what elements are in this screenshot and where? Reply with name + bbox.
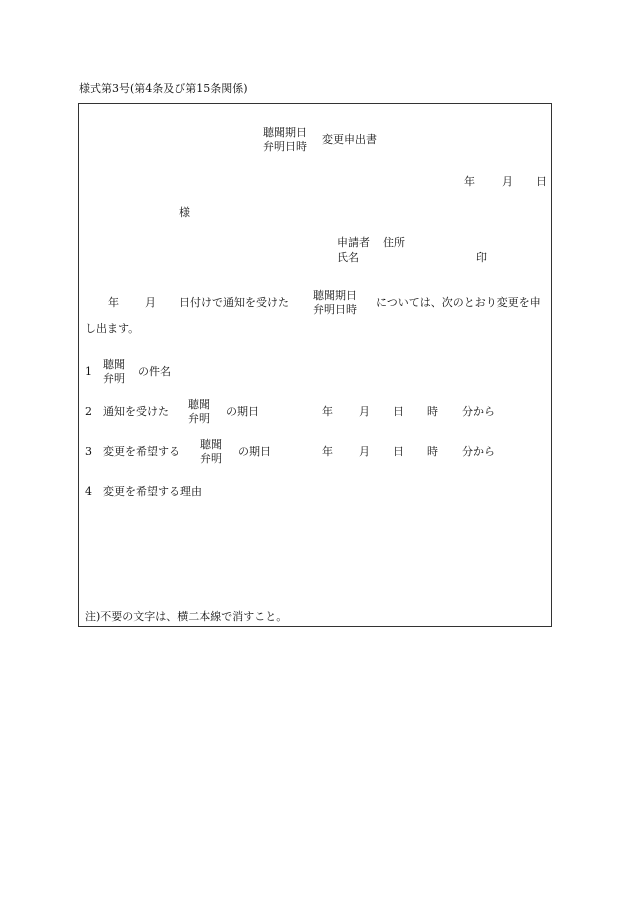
body-option-hearing: 聴聞期日 xyxy=(313,289,357,302)
item-1-option-explanation: 弁明 xyxy=(103,372,125,385)
note: 注)不要の文字は、横二本線で消すこと。 xyxy=(85,610,288,623)
applicant-label: 申請者 xyxy=(337,236,370,249)
date-month: 月 xyxy=(502,175,513,188)
item-1-options xyxy=(103,358,125,386)
item-1-number: 1 xyxy=(85,365,92,378)
item-1-suffix: の件名 xyxy=(138,365,171,378)
item-3-year: 年 xyxy=(322,445,333,458)
item-2-month: 月 xyxy=(359,405,370,418)
title-options xyxy=(263,126,307,154)
item-2-option-explanation: 弁明 xyxy=(188,412,210,425)
addressee-suffix: 様 xyxy=(179,206,190,219)
body-part2: については、次のとおり変更を申 xyxy=(376,296,541,309)
item-2-day: 日 xyxy=(393,405,404,418)
seal-mark: 印 xyxy=(476,251,487,264)
item-3-option-explanation: 弁明 xyxy=(200,452,222,465)
date-year: 年 xyxy=(464,175,475,188)
item-3-minute: 分から xyxy=(462,445,495,458)
item-2-prefix: 通知を受けた xyxy=(103,405,169,418)
item-2-hour: 時 xyxy=(427,405,438,418)
body-year: 年 xyxy=(108,296,119,309)
form-frame xyxy=(78,103,552,627)
item-1-option-hearing: 聴聞 xyxy=(103,358,125,371)
applicant-name-label: 氏名 xyxy=(337,251,359,264)
item-2-suffix: の期日 xyxy=(226,405,259,418)
date-day: 日 xyxy=(536,175,547,188)
body-part3: し出ます。 xyxy=(85,322,140,335)
document-title: 変更申出書 xyxy=(322,133,377,146)
body-part1: 日付けで通知を受けた xyxy=(179,296,289,309)
body-options xyxy=(313,289,357,317)
item-3-hour: 時 xyxy=(427,445,438,458)
form-number: 様式第3号(第4条及び第15条関係) xyxy=(79,82,248,95)
body-month: 月 xyxy=(145,296,156,309)
item-3-suffix: の期日 xyxy=(238,445,271,458)
item-2-options xyxy=(188,398,210,426)
item-2-minute: 分から xyxy=(462,405,495,418)
item-2-year: 年 xyxy=(322,405,333,418)
item-2-number: 2 xyxy=(85,405,92,418)
item-3-options xyxy=(200,438,222,466)
item-3-day: 日 xyxy=(393,445,404,458)
item-3-month: 月 xyxy=(359,445,370,458)
title-option-explanation: 弁明日時 xyxy=(263,140,307,153)
body-option-explanation: 弁明日時 xyxy=(313,303,357,316)
applicant-address-label: 住所 xyxy=(383,236,405,249)
item-4-text: 変更を希望する理由 xyxy=(103,485,202,498)
item-3-prefix: 変更を希望する xyxy=(103,445,180,458)
item-3-number: 3 xyxy=(85,445,92,458)
title-option-hearing: 聴聞期日 xyxy=(263,126,307,139)
item-2-option-hearing: 聴聞 xyxy=(188,398,210,411)
item-3-option-hearing: 聴聞 xyxy=(200,438,222,451)
item-4-number: 4 xyxy=(85,485,92,498)
